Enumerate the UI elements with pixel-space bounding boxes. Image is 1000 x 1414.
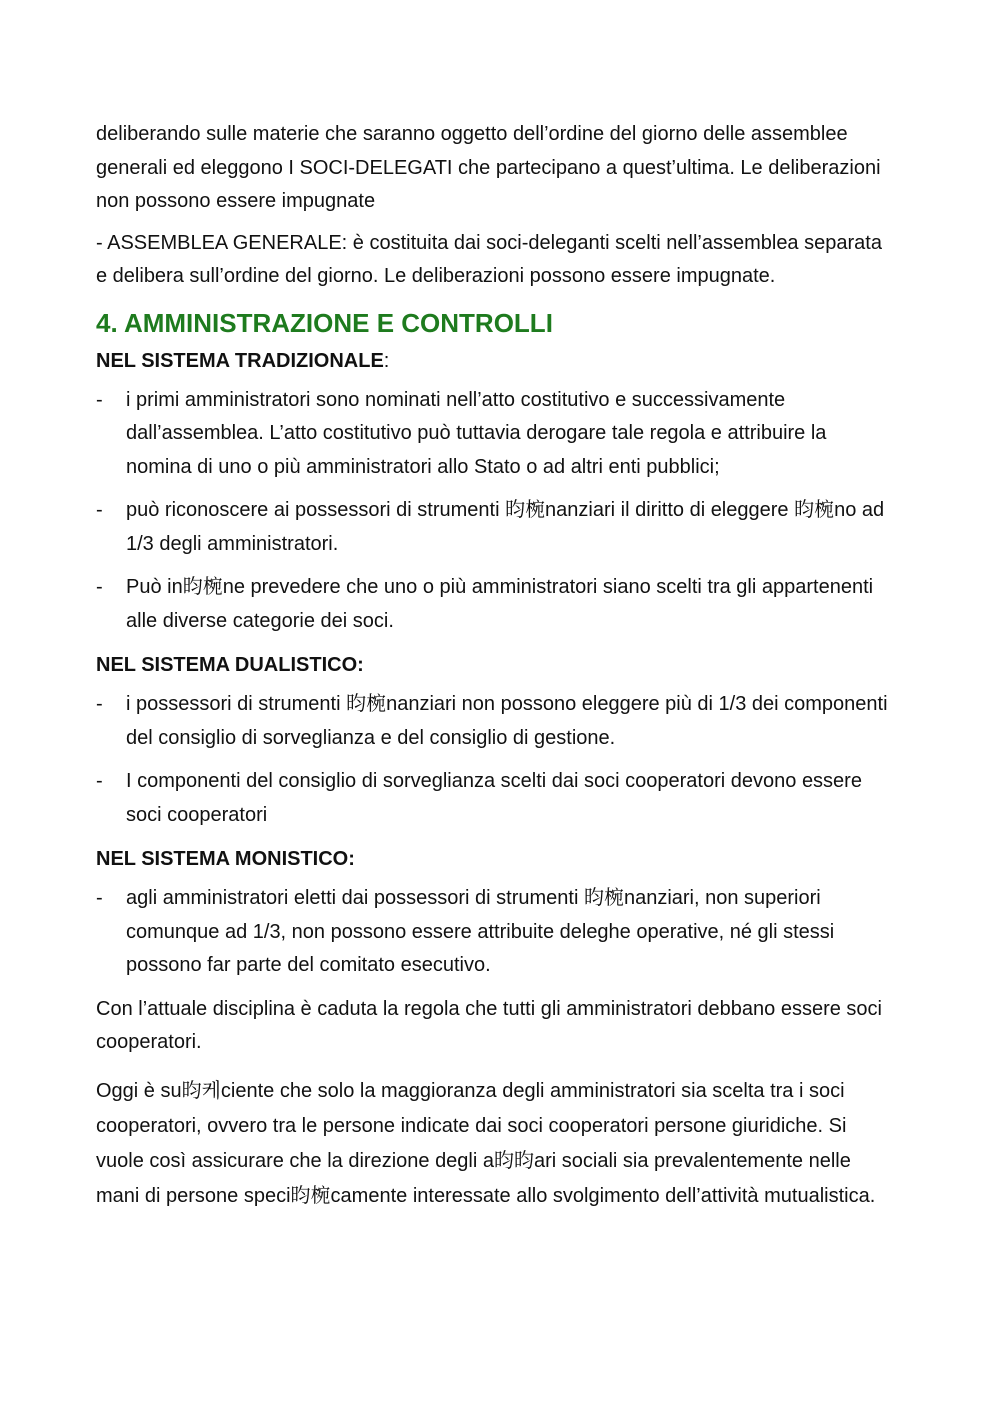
list-item <box>96 882 896 983</box>
sistema-dualistico-title: NEL SISTEMA DUALISTICO: <box>96 654 364 676</box>
document-page <box>96 118 896 1214</box>
monistico-list <box>96 882 896 983</box>
dash-marker: - <box>96 388 103 411</box>
title-colon: : <box>383 349 390 372</box>
list-item <box>96 384 896 485</box>
sistema-monistico-title: NEL SISTEMA MONISTICO: <box>96 848 355 870</box>
list-item-text: I componenti del consiglio di sorveglianza scelti dai soci cooperatori devono essere soci cooperatori <box>126 770 862 826</box>
sistema-tradizionale-title <box>96 344 896 378</box>
list-item-text: i possessori di strumenti 昀椀nanziari non possono eleggere più di 1/3 dei componenti del consiglio di sorveglianza e del consiglio di gestione. <box>126 693 888 749</box>
dash-marker: - <box>96 693 103 715</box>
list-item <box>96 571 896 638</box>
tradizionale-list <box>96 384 896 639</box>
list-item-text: può riconoscere ai possessori di strumenti 昀椀nanziari il diritto di eleggere 昀椀no ad 1/3 degli amministratori. <box>126 499 885 555</box>
dash-marker: - <box>96 576 103 598</box>
dash-marker: - <box>96 770 103 792</box>
intro-paragraph: deliberando sulle materie che saranno oggetto dell’ordine del giorno delle assemblee generali ed eleggono I SOCI-DELEGATI che partecipano a quest’ultima. Le deliberazioni non possono essere impugnate <box>96 123 881 212</box>
dash-marker: - <box>96 887 103 909</box>
list-item-text: Può in昀椀ne prevedere che uno o più amministratori siano scelti tra gli appartenenti alle diverse categorie dei soci. <box>126 576 874 632</box>
list-item <box>96 688 896 755</box>
dash-marker: - <box>96 499 103 521</box>
list-item <box>96 494 896 561</box>
closing-paragraph-2: Oggi è su昀케ciente che solo la maggioranza degli amministratori sia scelta tra i soci cooperatori, ovvero tra le persone indicate dai soci cooperatori persone giuridiche. Si vuole così assicurare che la direzione degli a昀昀ari sociali sia prevalentemente nelle mani di persone speci昀椀camente interessate allo svolgimento dell’attività mutualistica. <box>96 1079 876 1207</box>
list-item-text: i primi amministratori sono nominati nell’atto costitutivo e successivamente dall’assemblea. L’atto costitutivo può tuttavia derogare tale regola e attribuire la nomina di uno o più amministratori allo Stato o ad altri enti pubblici; <box>126 388 827 478</box>
sistema-tradizionale-title-text: NEL SISTEMA TRADIZIONALE <box>96 349 384 372</box>
list-item <box>96 765 896 832</box>
section-heading: 4. AMMINISTRAZIONE E CONTROLLI <box>96 307 553 338</box>
closing-paragraph-1: Con l’attuale disciplina è caduta la regola che tutti gli amministratori debbano essere soci cooperatori. <box>96 997 882 1053</box>
dualistico-list <box>96 688 896 832</box>
list-item-text: agli amministratori eletti dai possessori di strumenti 昀椀nanziari, non superiori comunque ad 1/3, non possono essere attribuite deleghe operative, né gli stessi possono far parte del comitato esecutivo. <box>126 887 835 976</box>
assemblea-generale-paragraph: - ASSEMBLEA GENERALE: è costituita dai soci-deleganti scelti nell’assemblea separata e delibera sull’ordine del giorno. Le deliberazioni possono essere impugnate. <box>96 231 882 287</box>
